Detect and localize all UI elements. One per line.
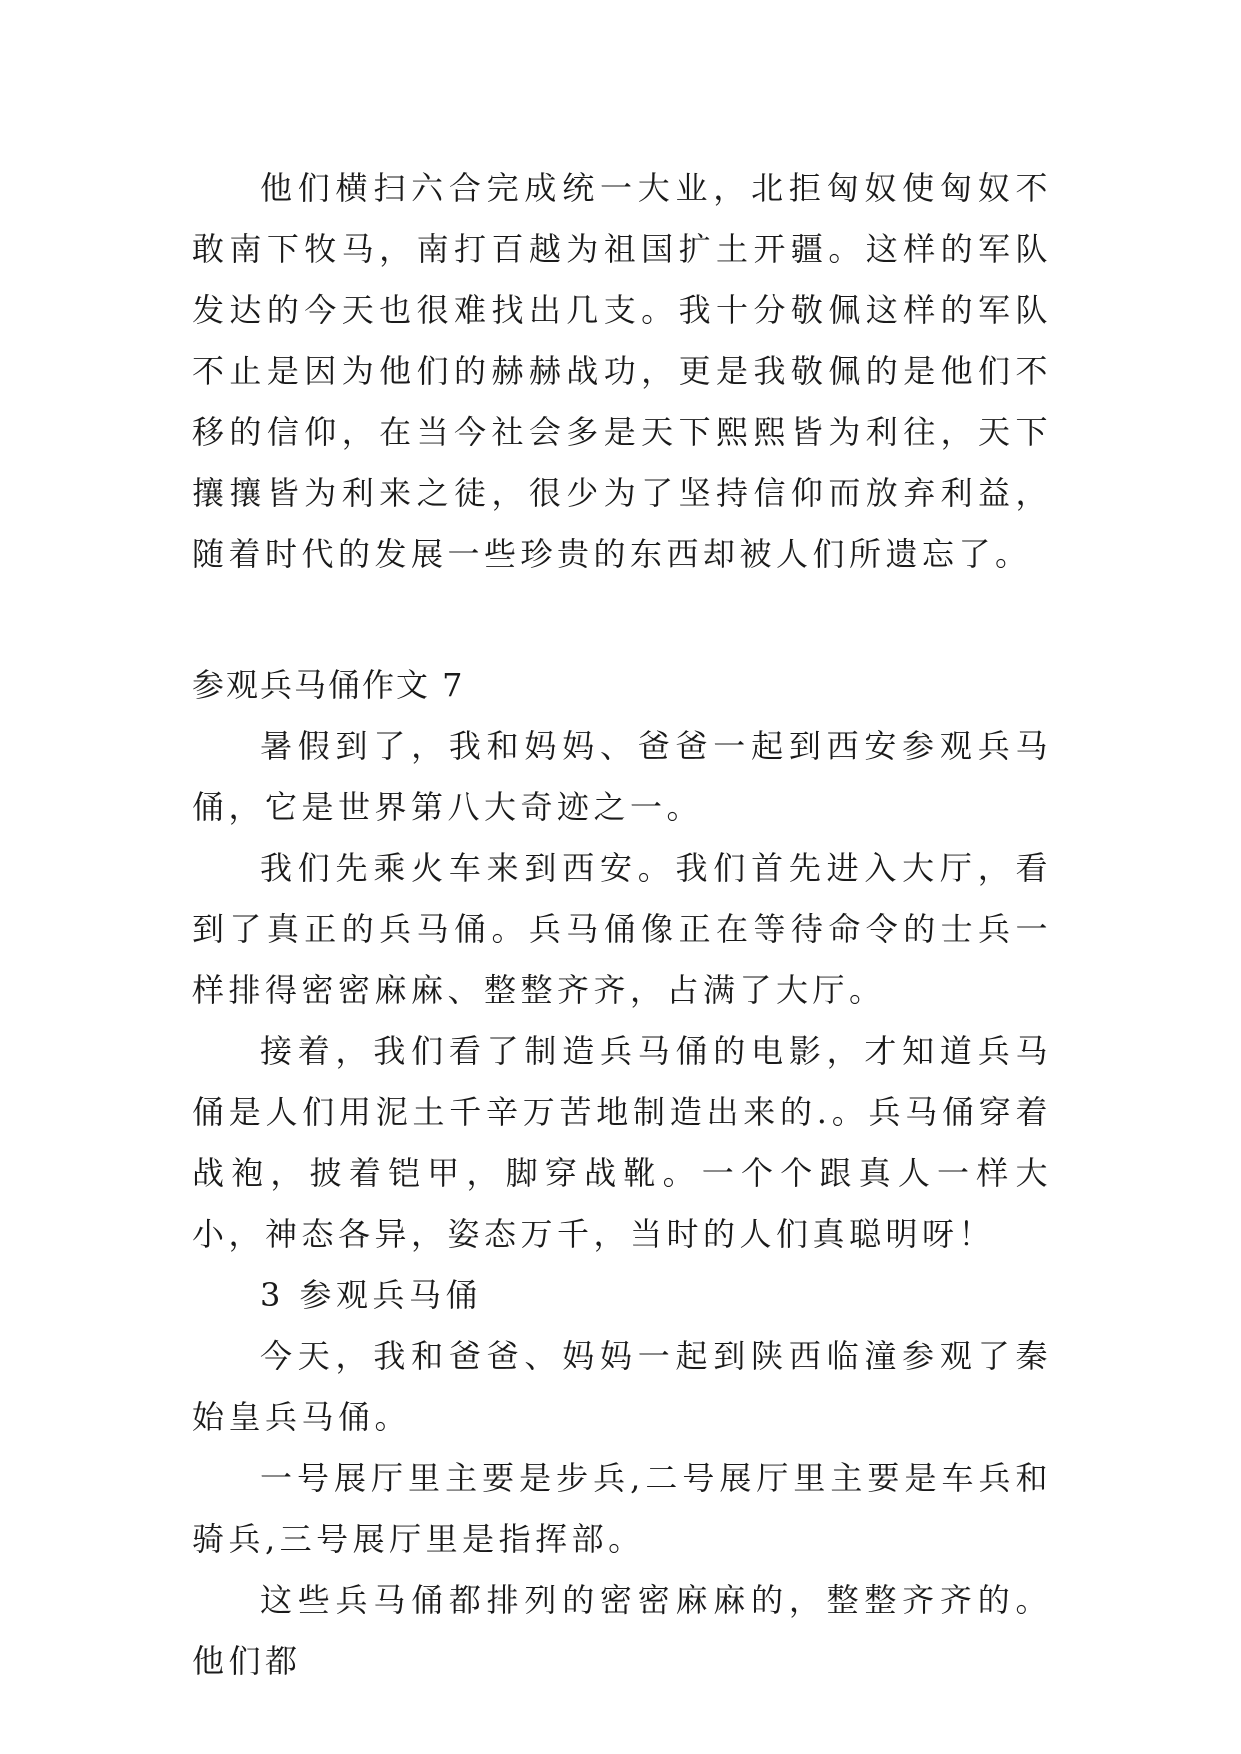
subsection-title: 3 参观兵马俑 bbox=[260, 1276, 483, 1314]
paragraph: 一号展厅里主要是步兵,二号展厅里主要是车兵和骑兵,三号展厅里是指挥部。 bbox=[192, 1459, 1052, 1558]
section-spacer bbox=[192, 585, 1052, 655]
paragraph: 暑假到了，我和妈妈、爸爸一起到西安参观兵马俑，它是世界第八大奇迹之一。 bbox=[192, 727, 1052, 826]
section-title: 参观兵马俑作文 7 bbox=[192, 666, 465, 704]
paragraph: 今天，我和爸爸、妈妈一起到陕西临潼参观了秦始皇兵马俑。 bbox=[192, 1337, 1052, 1436]
document-body bbox=[192, 158, 1052, 1692]
paragraph: 这些兵马俑都排列的密密麻麻的，整整齐齐的。他们都 bbox=[192, 1581, 1052, 1680]
paragraph: 我们先乘火车来到西安。我们首先进入大厅，看到了真正的兵马俑。兵马俑像正在等待命令的士兵一样排得密密麻麻、整整齐齐，占满了大厅。 bbox=[192, 849, 1052, 1009]
paragraph: 他们横扫六合完成统一大业，北拒匈奴使匈奴不敢南下牧马，南打百越为祖国扩土开疆。这样的军队发达的今天也很难找出几支。我十分敬佩这样的军队不止是因为他们的赫赫战功，更是我敬佩的是他们不移的信仰，在当今社会多是天下熙熙皆为利往，天下攘攘皆为利来之徒，很少为了坚持信仰而放弃利益，随着时代的发展一些珍贵的东西却被人们所遗忘了。 bbox=[192, 169, 1052, 573]
paragraph: 接着，我们看了制造兵马俑的电影，才知道兵马俑是人们用泥土千辛万苦地制造出来的.。兵马俑穿着战袍，披着铠甲，脚穿战靴。一个个跟真人一样大小，神态各异，姿态万千，当时的人们真聪明呀！ bbox=[192, 1032, 1052, 1253]
